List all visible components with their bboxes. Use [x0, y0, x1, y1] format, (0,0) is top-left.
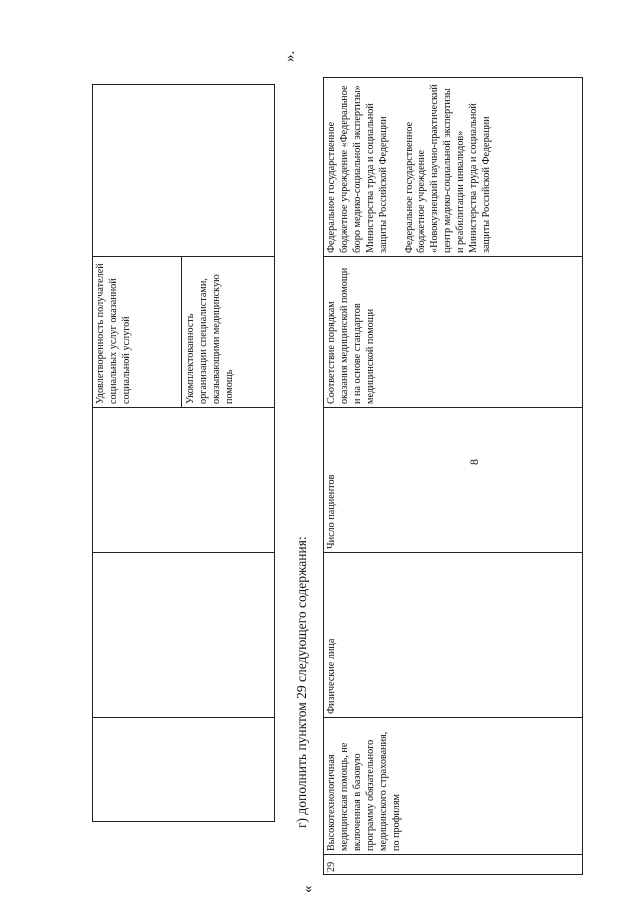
volume-indicator: Число пациентов — [326, 474, 337, 549]
row-number: 29 — [326, 861, 337, 872]
indicator-staffing: Укомплектованность организации специалистами, оказывающими медицинскую помощь — [185, 274, 235, 404]
institution-1: Федеральное государственное бюджетное учреждение «Федеральное бюро медико-социальной экспертизы» Министерства труда и социальной защиты Российской Федерации — [326, 85, 389, 253]
quote-close: ». — [282, 50, 298, 62]
institution-2: Федеральное государственное бюджетное учреждение «Новокузнецкий научно-практический центр медико-социальной экспертизы и реабилитации инвалидов» Министерства труда и социальной защиты Российской Федерации — [403, 84, 492, 253]
page-number: 8 — [467, 459, 481, 465]
service-name: Высокотехнологичная медицинская помощь, не включенная в базовую программу обязательного медицинского страхования, по профилям — [326, 731, 402, 851]
quote-open: « — [300, 885, 316, 893]
intro-text: г) дополнить пунктом 29 следующего содержания: — [294, 536, 309, 828]
quality-indicator: Соответствие порядкам оказания медицинской помощи и на основе стандартов медицинской помощи — [326, 267, 376, 404]
indicator-satisfaction: Удовлетворенность получателей социальных услуг оказанной социальной услугой — [95, 263, 132, 404]
institutions — [325, 80, 580, 255]
consumer-category: Физические лица — [326, 638, 337, 714]
